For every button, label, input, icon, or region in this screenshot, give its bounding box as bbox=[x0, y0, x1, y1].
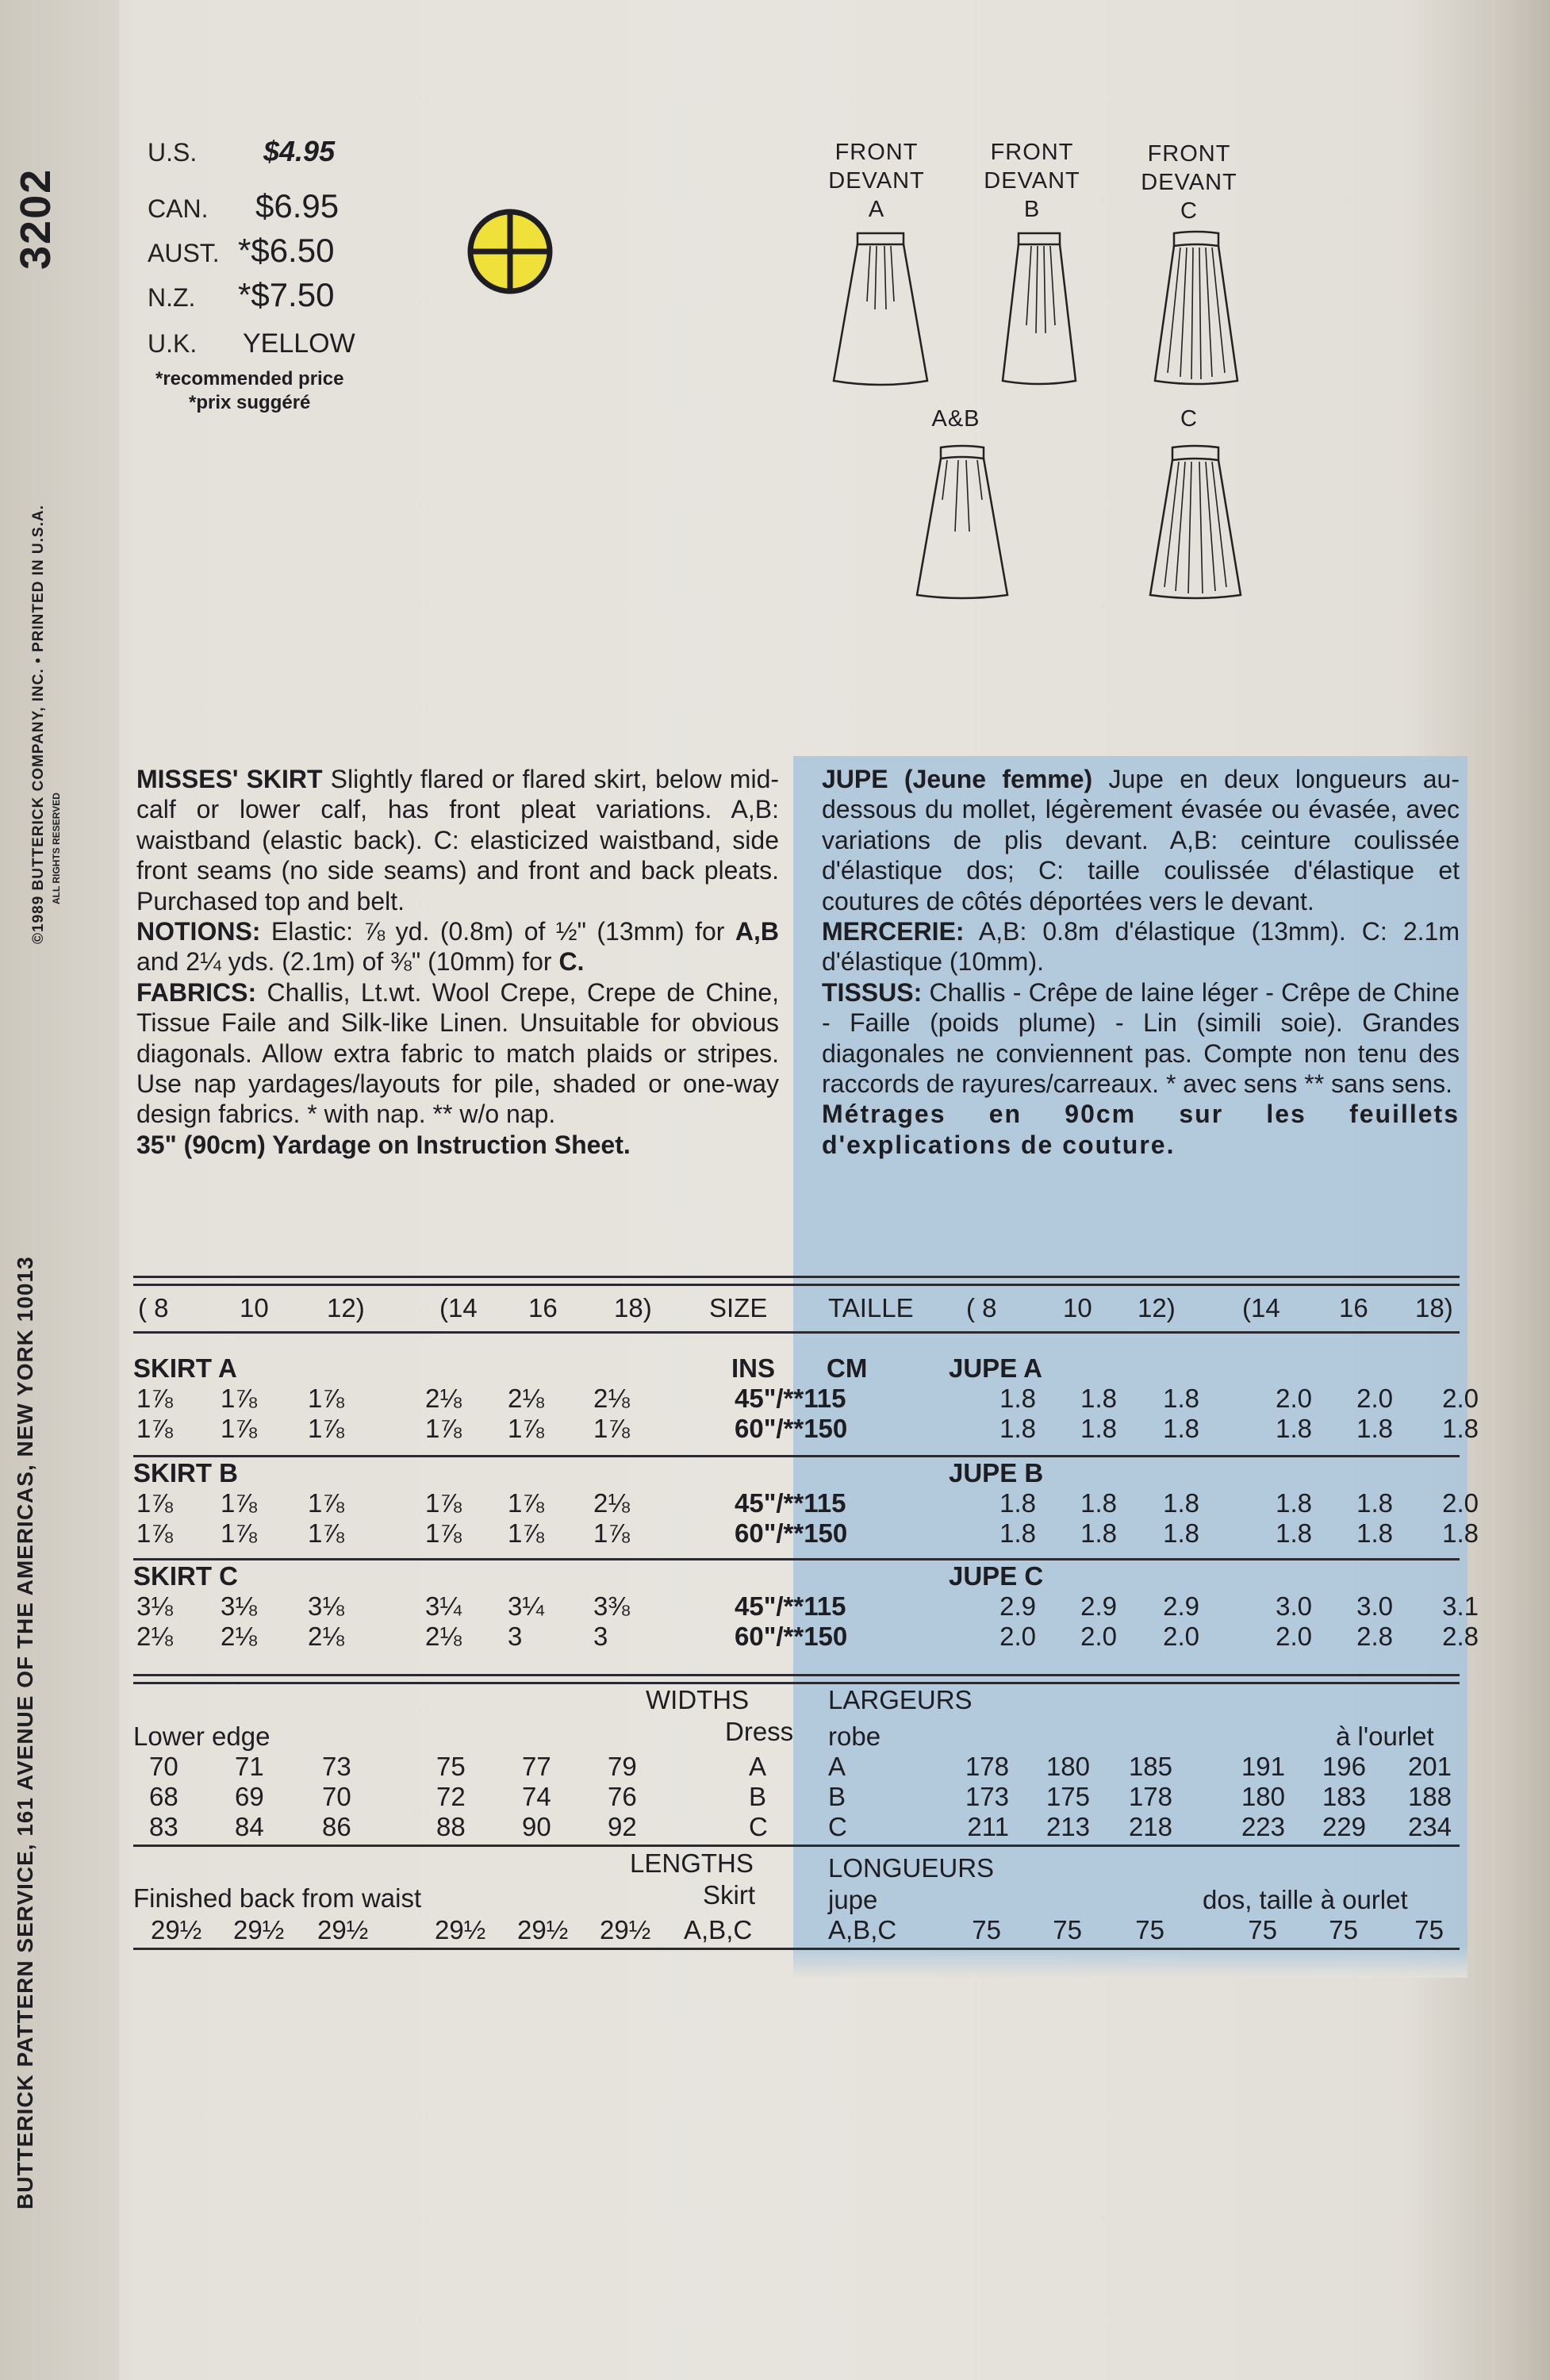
metrages-note: Métrages en 90cm sur les feuillets d'explications de couture. bbox=[822, 1100, 1460, 1159]
width-ins-value: 88 bbox=[436, 1812, 466, 1841]
yardage-ins-value: 3¼ bbox=[425, 1591, 462, 1621]
yardage-ins-value: 1⅞ bbox=[221, 1518, 257, 1548]
rule-header-bottom bbox=[133, 1331, 1460, 1334]
view-label-back-c: C bbox=[1180, 406, 1198, 432]
width-cm-value: 218 bbox=[1128, 1812, 1172, 1841]
english-desc: Slightly flared or flared skirt, below mid-calf or lower calf, has front pleat variations. A,B: waistband (elastic back). C: elasticized waistband, side front seams (no side seams) and front and back pleats. Purchased top and belt. bbox=[136, 765, 780, 916]
yardage-ins-value: 3 bbox=[593, 1622, 608, 1651]
width-cm-value: 180 bbox=[1241, 1782, 1285, 1811]
right-flap bbox=[1491, 0, 1550, 2380]
yardage-ins-value: 2⅛ bbox=[593, 1488, 630, 1518]
largeurs-title: LARGEURS bbox=[828, 1685, 973, 1714]
view-label-front-b: FRONT DEVANT B bbox=[984, 140, 1080, 222]
width-ins-value: 92 bbox=[608, 1812, 637, 1841]
yardage-ins-value: 1⅞ bbox=[221, 1488, 257, 1518]
yardage-ins-value: 3⅜ bbox=[593, 1591, 630, 1621]
width-cm-value: 229 bbox=[1322, 1812, 1366, 1841]
yardage-ins-value: 1⅞ bbox=[593, 1518, 630, 1548]
yardage-ins-value: 2⅛ bbox=[593, 1384, 630, 1413]
fabrics-title: FABRICS: bbox=[136, 977, 257, 1007]
yardage-cm-value: 2.0 bbox=[1356, 1384, 1393, 1413]
cm-unit: CM bbox=[827, 1353, 868, 1383]
width-view: B bbox=[749, 1782, 767, 1811]
length-ins-value: 29½ bbox=[517, 1915, 569, 1944]
width-cm-value: 183 bbox=[1322, 1782, 1366, 1811]
french-title: JUPE (Jeune femme) bbox=[822, 765, 1093, 793]
width-cm-value: 191 bbox=[1241, 1752, 1285, 1781]
widths-title: WIDTHS bbox=[646, 1685, 750, 1714]
width-view: A bbox=[749, 1752, 767, 1781]
yardage-cm-value: 1.8 bbox=[1356, 1518, 1393, 1548]
view-label-front-a: FRONT DEVANT A bbox=[828, 140, 925, 222]
pattern-number: 3202 bbox=[12, 167, 59, 270]
yardage-cm-value: 2.9 bbox=[1080, 1591, 1117, 1621]
yardage-cm-value: 1.8 bbox=[1356, 1414, 1393, 1443]
skirt-ab-back-drawing bbox=[911, 444, 1014, 603]
copyright-line: ©1989 BUTTERICK COMPANY, INC. • PRINTED IN U.S.A. bbox=[30, 505, 47, 944]
yardage-cm-value: 2.9 bbox=[999, 1591, 1036, 1621]
yardage-cm-value: 2.8 bbox=[1356, 1622, 1393, 1651]
width-cm-value: 180 bbox=[1045, 1752, 1090, 1781]
yellow-circle-cross-icon bbox=[466, 208, 554, 295]
yardage-ins-value: 1⅞ bbox=[136, 1518, 173, 1548]
yardage-cm-value: 1.8 bbox=[999, 1384, 1036, 1413]
price-nz: N.Z. *$7.50 bbox=[148, 276, 335, 313]
width-ins-value: 83 bbox=[149, 1812, 178, 1841]
yardage-ins-value: 3¼ bbox=[508, 1591, 544, 1621]
length-cm-value: 75 bbox=[1135, 1915, 1164, 1944]
width-ins-value: 76 bbox=[608, 1782, 637, 1811]
skirt-label: SKIRT B bbox=[133, 1458, 238, 1488]
yardage-cm-value: 2.0 bbox=[1163, 1622, 1199, 1651]
mercerie-title: MERCERIE: bbox=[822, 917, 965, 946]
yardage-cm-value: 1.8 bbox=[1442, 1518, 1479, 1548]
rule-skirt-b-bottom bbox=[133, 1558, 1460, 1560]
skirt-b-front-drawing bbox=[992, 230, 1087, 389]
width-cm-value: 178 bbox=[965, 1752, 1009, 1781]
width-ins-value: 71 bbox=[235, 1752, 264, 1781]
length-ins-value: 29½ bbox=[435, 1915, 486, 1944]
width-ins-value: 75 bbox=[436, 1752, 466, 1781]
width-ins-value: 69 bbox=[235, 1782, 264, 1811]
skirt-label: SKIRT C bbox=[133, 1561, 238, 1591]
rights-line: ALL RIGHTS RESERVED bbox=[51, 793, 62, 904]
width-cm-value: 175 bbox=[1045, 1782, 1090, 1811]
yardage-cm-value: 1.8 bbox=[999, 1518, 1036, 1548]
width-cm-value: 223 bbox=[1241, 1812, 1285, 1841]
fabric-width: 45"/**115 bbox=[735, 1591, 846, 1621]
size-label: SIZE bbox=[709, 1293, 768, 1322]
prix-suggere-note: *prix suggéré bbox=[189, 392, 311, 413]
length-ins-value: 29½ bbox=[600, 1915, 651, 1944]
fabrics-text: Challis, Lt.wt. Wool Crepe, Crepe de Chine, Tissue Faile and Silk-like Linen. Unsuitable for obvious diagonals. Allow extra fabric to match plaids or stripes. Use nap yardages/layouts for pile, shaded or one-way design fabrics. * with nap. ** w/o nap. bbox=[136, 977, 780, 1129]
rule-skirt-c-bottom-1 bbox=[133, 1674, 1460, 1676]
length-cm-value: 75 bbox=[1329, 1915, 1358, 1944]
fabric-width: 60"/**150 bbox=[735, 1518, 848, 1548]
length-cm-value: 75 bbox=[1414, 1915, 1444, 1944]
width-ins-value: 74 bbox=[522, 1782, 551, 1811]
rule-top-2 bbox=[133, 1284, 1460, 1286]
width-cm-value: 185 bbox=[1128, 1752, 1172, 1781]
length-cm-value: 75 bbox=[1053, 1915, 1082, 1944]
length-ins-value: 29½ bbox=[151, 1915, 202, 1944]
taille-label: TAILLE bbox=[828, 1293, 914, 1322]
width-ins-value: 90 bbox=[522, 1812, 551, 1841]
price-uk: U.K. YELLOW bbox=[148, 328, 355, 359]
publisher-address: BUTTERICK PATTERN SERVICE, 161 AVENUE OF THE AMERICAS, NEW YORK 10013 bbox=[13, 1256, 37, 2209]
width-view: C bbox=[749, 1812, 768, 1841]
width-ins-value: 68 bbox=[149, 1782, 178, 1811]
yardage-ins-value: 1⅞ bbox=[136, 1414, 173, 1443]
tissus-title: TISSUS: bbox=[822, 977, 923, 1007]
rule-skirt-a-bottom bbox=[133, 1455, 1460, 1457]
yardage-cm-value: 1.8 bbox=[1163, 1488, 1199, 1518]
length-ins-value: 29½ bbox=[317, 1915, 369, 1944]
yardage-cm-value: 2.8 bbox=[1442, 1622, 1479, 1651]
french-description: JUPE (Jeune femme) Jupe en deux longueurs au-dessous du mollet, légèrement évasée ou évasée, avec variations de plis devant. A,B: ceinture coulissée d'élastique dos; C: taille coulissée d'élastique et coutures de côtés déportées vers le devant. MERCERIE: A,B: 0.8m d'élastique (13mm). C: 2.1m d'élastique (10mm). TISSUS: Challis - Crêpe de laine léger - Crêpe de Chine - Faille (poids plume) - Lin (simili soie). Grandes diagonales ne conviennent pas. Compte non tenu des raccords de rayures/carreaux. * avec sens ** sans sens. Métrages en 90cm sur les feuillets d'explications de couture. bbox=[822, 765, 1460, 1159]
yardage-cm-value: 3.0 bbox=[1276, 1591, 1312, 1621]
yardage-cm-value: 1.8 bbox=[1080, 1488, 1117, 1518]
yardage-note: 35" (90cm) Yardage on Instruction Sheet. bbox=[136, 1130, 631, 1159]
yardage-ins-value: 2⅛ bbox=[425, 1384, 462, 1413]
yardage-cm-value: 2.9 bbox=[1163, 1591, 1199, 1621]
yardage-ins-value: 1⅞ bbox=[508, 1414, 544, 1443]
length-cm-value: 75 bbox=[1248, 1915, 1277, 1944]
yardage-cm-value: 2.0 bbox=[1442, 1384, 1479, 1413]
yardage-ins-value: 2⅛ bbox=[308, 1622, 344, 1651]
width-cm-value: 211 bbox=[967, 1812, 1009, 1841]
width-cm-value: 234 bbox=[1407, 1812, 1452, 1841]
yardage-ins-value: 3⅛ bbox=[136, 1591, 173, 1621]
width-cm-value: 213 bbox=[1045, 1812, 1090, 1841]
yardage-ins-value: 2⅛ bbox=[136, 1622, 173, 1651]
width-view-fr: B bbox=[828, 1782, 846, 1811]
notions-title: NOTIONS: bbox=[136, 917, 261, 946]
price-us: U.S. $4.95 bbox=[148, 135, 336, 167]
yardage-ins-value: 1⅞ bbox=[308, 1414, 344, 1443]
yardage-cm-value: 1.8 bbox=[1356, 1488, 1393, 1518]
yardage-cm-value: 1.8 bbox=[1163, 1518, 1199, 1548]
width-ins-value: 86 bbox=[322, 1812, 351, 1841]
yardage-cm-value: 1.8 bbox=[1163, 1414, 1199, 1443]
yardage-ins-value: 1⅞ bbox=[425, 1488, 462, 1518]
view-label-front-c: FRONT DEVANT C bbox=[1141, 141, 1237, 224]
length-view-fr: A,B,C bbox=[828, 1915, 897, 1944]
skirt-a-front-drawing bbox=[829, 230, 932, 389]
width-ins-value: 79 bbox=[608, 1752, 637, 1781]
width-cm-value: 173 bbox=[965, 1782, 1009, 1811]
length-view: A,B,C bbox=[684, 1915, 753, 1944]
jupe-label: JUPE B bbox=[949, 1458, 1044, 1488]
rule-skirt-c-bottom-2 bbox=[133, 1682, 1460, 1684]
price-aust: AUST. *$6.50 bbox=[148, 232, 335, 269]
yardage-ins-value: 2⅛ bbox=[425, 1622, 462, 1651]
width-ins-value: 72 bbox=[436, 1782, 466, 1811]
english-title: MISSES' SKIRT bbox=[136, 765, 323, 793]
fabric-width: 45"/**115 bbox=[735, 1488, 846, 1518]
yardage-ins-value: 1⅞ bbox=[308, 1518, 344, 1548]
yardage-ins-value: 1⅞ bbox=[308, 1384, 344, 1413]
yardage-ins-value: 1⅞ bbox=[221, 1414, 257, 1443]
yardage-ins-value: 2⅛ bbox=[221, 1622, 257, 1651]
yardage-cm-value: 1.8 bbox=[1163, 1384, 1199, 1413]
width-ins-value: 84 bbox=[235, 1812, 264, 1841]
jupe-label: JUPE A bbox=[949, 1353, 1042, 1383]
yardage-cm-value: 1.8 bbox=[1080, 1384, 1117, 1413]
yardage-ins-value: 1⅞ bbox=[136, 1488, 173, 1518]
rule-top-1 bbox=[133, 1276, 1460, 1278]
yardage-ins-value: 1⅞ bbox=[308, 1488, 344, 1518]
yardage-cm-value: 1.8 bbox=[1080, 1518, 1117, 1548]
yardage-ins-value: 2⅛ bbox=[508, 1384, 544, 1413]
skirt-c-back-drawing bbox=[1144, 444, 1247, 603]
jupe-label: JUPE C bbox=[949, 1561, 1044, 1591]
yardage-cm-value: 1.8 bbox=[1276, 1518, 1312, 1548]
yardage-ins-value: 3⅛ bbox=[221, 1591, 257, 1621]
yardage-cm-value: 3.1 bbox=[1442, 1591, 1479, 1621]
yardage-cm-value: 1.8 bbox=[1442, 1414, 1479, 1443]
yardage-ins-value: 1⅞ bbox=[221, 1384, 257, 1413]
yardage-ins-value: 1⅞ bbox=[136, 1384, 173, 1413]
width-ins-value: 73 bbox=[322, 1752, 351, 1781]
yardage-ins-value: 1⅞ bbox=[593, 1414, 630, 1443]
yardage-cm-value: 3.0 bbox=[1356, 1591, 1393, 1621]
yardage-cm-value: 2.0 bbox=[1442, 1488, 1479, 1518]
length-ins-value: 29½ bbox=[233, 1915, 285, 1944]
width-view-fr: A bbox=[828, 1752, 846, 1781]
lengths-title: LENGTHS bbox=[630, 1848, 754, 1878]
ins-unit: INS bbox=[731, 1353, 776, 1383]
rule-lengths-bottom bbox=[133, 1948, 1460, 1950]
price-can: CAN. $6.95 bbox=[148, 187, 340, 225]
yardage-cm-value: 1.8 bbox=[1080, 1414, 1117, 1443]
width-ins-value: 77 bbox=[522, 1752, 551, 1781]
width-cm-value: 196 bbox=[1322, 1752, 1366, 1781]
width-cm-value: 201 bbox=[1407, 1752, 1452, 1781]
skirt-c-front-drawing bbox=[1149, 230, 1244, 389]
yardage-ins-value: 3 bbox=[508, 1622, 523, 1651]
size-header-row: ( 8 10 12) (14 16 18) SIZE TAILLE ( 8 10 12) (14 16 18) bbox=[138, 1293, 1453, 1322]
yardage-ins-value: 1⅞ bbox=[425, 1414, 462, 1443]
width-cm-value: 178 bbox=[1128, 1782, 1172, 1811]
width-view-fr: C bbox=[828, 1812, 847, 1841]
width-cm-value: 188 bbox=[1407, 1782, 1452, 1811]
yardage-cm-value: 2.0 bbox=[1276, 1384, 1312, 1413]
yardage-cm-value: 1.8 bbox=[999, 1414, 1036, 1443]
fabric-width: 45"/**115 bbox=[735, 1384, 846, 1413]
fabric-width: 60"/**150 bbox=[735, 1622, 848, 1651]
yardage-ins-value: 3⅛ bbox=[308, 1591, 344, 1621]
width-ins-value: 70 bbox=[322, 1782, 351, 1811]
yardage-cm-value: 1.8 bbox=[1276, 1414, 1312, 1443]
yardage-ins-value: 1⅞ bbox=[508, 1488, 544, 1518]
french-desc: Jupe en deux longueurs au-dessous du mollet, légèrement évasée ou évasée, avec variations de plis devant. A,B: ceinture coulissée d'élastique dos; C: taille coulissée d'élastique et coutures de côtés déportées vers le devant. bbox=[822, 765, 1460, 916]
english-description: MISSES' SKIRT Slightly flared or flared skirt, below mid-calf or lower calf, has front pleat variations. A,B: waistband (elastic back). C: elasticized waistband, side front seams (no side seams) and front and back pleats. Purchased top and belt. NOTIONS: Elastic: ⅞ yd. (0.8m) of ½" (13mm) for A,B and 2¼ yds. (2.1m) of ⅜" (10mm) for C. FABRICS: Challis, Lt.wt. Wool Crepe, Crepe de Chine, Tissue Faile and Silk-like Linen. Unsuitable for obvious diagonals. Allow extra fabric to match plaids or stripes. Use nap yardages/layouts for pile, shaded or one-way design fabrics. * with nap. ** w/o nap. 35" (90cm) Yardage on Instruction Sheet. bbox=[136, 765, 780, 1159]
french-panel-fade bbox=[793, 1946, 1468, 1978]
yardage-cm-value: 1.8 bbox=[1276, 1488, 1312, 1518]
yardage-cm-value: 2.0 bbox=[999, 1622, 1036, 1651]
view-label-back-ab: A&B bbox=[931, 406, 980, 432]
yardage-ins-value: 1⅞ bbox=[508, 1518, 544, 1548]
length-cm-value: 75 bbox=[972, 1915, 1001, 1944]
longueurs-title: LONGUEURS bbox=[828, 1853, 995, 1883]
recommended-price-note: *recommended price bbox=[155, 368, 344, 390]
rule-widths-bottom bbox=[133, 1844, 1460, 1847]
width-ins-value: 70 bbox=[149, 1752, 178, 1781]
yardage-cm-value: 2.0 bbox=[1276, 1622, 1312, 1651]
yardage-cm-value: 1.8 bbox=[999, 1488, 1036, 1518]
skirt-label: SKIRT A bbox=[133, 1353, 237, 1383]
yardage-cm-value: 2.0 bbox=[1080, 1622, 1117, 1651]
yardage-ins-value: 1⅞ bbox=[425, 1518, 462, 1548]
fabric-width: 60"/**150 bbox=[735, 1414, 848, 1443]
